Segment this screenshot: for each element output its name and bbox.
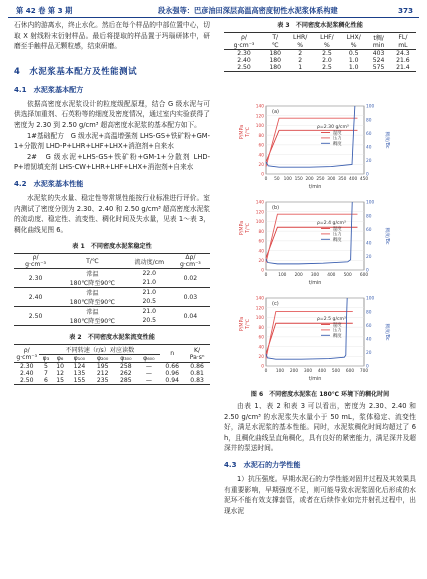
- t3-r2-c2: 2: [298, 57, 303, 64]
- y-left-tick-label: 0: [261, 172, 264, 178]
- section-4-3-paragraph: 1）抗压强度。早期水泥石的力学性能对固井过程及其效果具有重要影响，早期强度不足，则可能导致水泥浆固化后形成的水泥环不能有效支撑套管，或者在后续作业如完井射孔过程中，出现水泥: [224, 474, 416, 515]
- y-right-tick-label: 40: [366, 241, 372, 247]
- t3-head-5: t稠/: [373, 35, 384, 42]
- table-row: [224, 64, 416, 72]
- x-tick-label: 350: [338, 177, 347, 182]
- y-left-tick-label: 60: [258, 143, 264, 149]
- table-row: [224, 57, 416, 64]
- t1-r1-rho: 2.30: [28, 274, 43, 282]
- t2-r3-v3: 235: [96, 377, 109, 385]
- x-tick-label: 50: [274, 177, 280, 182]
- section-4-title: 4 水泥浆基本配方及性能测试: [14, 65, 138, 76]
- thickening-chart-c: [236, 292, 394, 382]
- panel-label: (c): [272, 301, 279, 307]
- y-left-axis-label-2: T/℃: [246, 223, 251, 233]
- table-3: [224, 32, 416, 72]
- t2-r2-v4: 262: [120, 370, 132, 378]
- x-tick-label: 100: [283, 177, 292, 182]
- legend-label: 温度: [333, 131, 342, 136]
- t3-r1-c3: 2.5: [322, 50, 332, 57]
- t1-r3-drho: 0.04: [183, 312, 198, 320]
- y-left-tick-label: 60: [258, 239, 264, 245]
- y-left-tick-label: 20: [258, 162, 264, 168]
- t3-unit-1: ℃: [271, 42, 279, 49]
- t3-unit-4: %: [350, 42, 357, 49]
- y-left-axis-label: P/MPa: [240, 220, 245, 236]
- section-4-1-paragraph: 依据高密度水泥浆设计的粒度级配原理，结合 G 级水泥与可供选择加重剂、石英粉等的细度及密度情况，通过室内实验获得了密度为 2.30 到 2.50 g/cm³ 超高密度水泥浆的基本配方如下。: [14, 99, 210, 129]
- t2-r3-rho: 2.50: [19, 377, 34, 385]
- t3-r2-c4: 1.0: [348, 57, 359, 64]
- t1-r2-cond-hot: 180℃降至90℃: [69, 299, 116, 307]
- t2-head-rho: ρ/: [23, 346, 30, 354]
- density-annotation: ρ=2.5 g/cm³: [317, 317, 346, 322]
- t1-r1-cond-normal: 常温: [86, 271, 99, 279]
- t2-r2-v1: 12: [56, 370, 64, 378]
- t2-speed-0: φ₃: [42, 355, 50, 363]
- y-right-axis-label: 稠度/Bc: [384, 323, 389, 341]
- t2-r2-n: 0.96: [165, 370, 179, 378]
- plot-frame: [266, 106, 364, 174]
- thickening-chart-a: [236, 100, 394, 190]
- thickening-chart-b: [236, 196, 394, 286]
- table-row: [14, 269, 210, 279]
- legend-label: 稠度: [333, 141, 342, 147]
- panel-label: (b): [272, 205, 280, 211]
- x-axis-label: t/min: [308, 281, 322, 286]
- t1-r3-flow2: 20.5: [142, 317, 157, 325]
- section-4-3-title: 4.3 水泥石的力学性能: [224, 459, 301, 469]
- t1-r3-cond-hot: 180℃降至90℃: [69, 318, 116, 326]
- y-left-axis-label-2: T/℃: [246, 319, 251, 329]
- t3-r1-c5: 403: [372, 50, 385, 57]
- t3-head-6: FL/: [398, 34, 408, 41]
- t2-r3-v1: 15: [56, 377, 64, 385]
- y-left-tick-label: 20: [258, 354, 264, 360]
- t2-speed-1: φ₆: [56, 355, 64, 363]
- t2-r1-v1: 10: [56, 363, 64, 371]
- y-right-tick-label: 40: [366, 337, 372, 343]
- t3-r2-c3: 2.0: [322, 57, 332, 64]
- x-tick-label: 100: [275, 369, 285, 374]
- table-1: [14, 253, 210, 326]
- x-tick-label: 450: [359, 177, 369, 182]
- t2-r3-v5: —: [145, 377, 152, 385]
- legend-label: 稠度: [333, 237, 342, 243]
- intro-paragraph: 石休内的游离水，终止水化。然后在每个样品的中部位置中心，切取 X 射线粉末衍射样品。最后将提取的样品置于玛瑙研钵中，研磨至手触样品无颗粒感，结束研磨。: [14, 21, 210, 51]
- t3-r3-c1: 180: [269, 64, 282, 71]
- t2-head-n: n: [170, 350, 175, 358]
- table-row: [14, 288, 210, 298]
- table-2: [14, 344, 210, 385]
- y-left-tick-label: 40: [258, 153, 264, 159]
- t2-r1-v4: 258: [120, 363, 132, 371]
- table-row: [14, 363, 210, 371]
- left-column: [14, 20, 210, 385]
- t3-r2-c6: 21.6: [396, 57, 410, 64]
- x-tick-label: 400: [317, 369, 327, 374]
- formula-2: 2# G 级水泥+LHS-GS+铁矿粉+GM-1+分散剂 LHD-P+增韧填充剂 LHS-CW+LHR+LHF+LHX+消泡剂+自来水: [14, 152, 210, 172]
- t2-r1-n: 0.66: [165, 363, 179, 371]
- t1-head-rho: ρ/: [32, 254, 39, 262]
- t3-unit-6: mL: [398, 42, 408, 49]
- y-left-tick-label: 140: [255, 104, 264, 110]
- y-left-tick-label: 60: [258, 335, 264, 341]
- t1-r2-rho: 2.40: [28, 293, 43, 301]
- y-left-tick-label: 40: [258, 345, 264, 351]
- y-left-axis-label: P/MPa: [240, 316, 245, 332]
- x-tick-label: 150: [294, 177, 303, 182]
- x-tick-label: 0: [264, 369, 268, 374]
- y-right-axis-label: 稠度/Bc: [384, 227, 389, 245]
- y-left-axis-label-2: T/℃: [246, 127, 251, 137]
- y-left-tick-label: 20: [258, 258, 264, 264]
- x-axis-label: t/min: [308, 185, 322, 190]
- x-tick-label: 200: [305, 177, 314, 182]
- t3-r1-c0: 2.30: [237, 50, 251, 57]
- t2-head-k-unit: Pa·sⁿ: [189, 353, 205, 361]
- x-tick-label: 300: [310, 273, 320, 278]
- y-right-tick-label: 80: [366, 118, 372, 124]
- t3-r1-c6: 24.3: [396, 50, 410, 57]
- t2-r2-rho: 2.40: [19, 370, 34, 378]
- t2-r2-v2: 135: [73, 370, 86, 378]
- t3-head-0: ρ/: [241, 34, 247, 41]
- t2-head-rho-unit: g·cm⁻³: [16, 353, 38, 361]
- y-left-tick-label: 140: [255, 296, 264, 302]
- table-1-caption: 表 1 不同密度水泥浆稳定性: [72, 243, 152, 251]
- y-right-axis-label: 稠度/Bc: [384, 131, 389, 149]
- y-right-tick-label: 20: [366, 159, 372, 165]
- issue-label: 第 42 卷 第 3 期: [16, 6, 73, 15]
- t3-r3-c0: 2.50: [237, 64, 251, 71]
- y-right-tick-label: 20: [366, 255, 372, 261]
- y-left-tick-label: 100: [255, 220, 264, 226]
- section-4-2-paragraph: 水泥浆的失水量、稳定性等常规性能按行业标准进行评价。室内测试了密度分别为 2.30、2.40 和 2.50 g/cm³ 超高密度水泥浆的流动度、稳定性、流变性、稠化时间及失水量，见表 1～表 3，稠化曲线见图 6。: [14, 193, 210, 234]
- t3-r3-c3: 2.5: [322, 64, 332, 71]
- t1-r1-drho: 0.02: [183, 274, 198, 282]
- t3-r1-c4: 0.5: [348, 50, 359, 57]
- running-header: [8, 4, 419, 17]
- t2-r3-v4: 285: [120, 377, 132, 385]
- t2-head-span: 不同转速（r/s）对应读数: [39, 345, 160, 355]
- t1-r2-flow1: 21.0: [142, 289, 157, 297]
- y-left-tick-label: 0: [261, 364, 264, 370]
- y-right-tick-label: 0: [366, 172, 369, 178]
- y-left-tick-label: 0: [261, 268, 264, 274]
- legend-label: 压力: [333, 136, 342, 142]
- t2-speed-4: φ₃₀₀: [120, 355, 132, 363]
- legend-label: 压力: [333, 232, 342, 238]
- plot-frame: [266, 298, 364, 366]
- header-rule: [8, 17, 419, 18]
- table-row: [14, 370, 210, 377]
- t1-r2-cond-normal: 常温: [86, 290, 99, 298]
- legend-label: 压力: [333, 328, 342, 334]
- t3-r2-c0: 2.40: [237, 57, 251, 64]
- t3-head-3: LHF/: [320, 34, 334, 41]
- right-column-lower: [224, 401, 416, 516]
- t3-head-4: LHX/: [346, 34, 361, 41]
- t1-r1-cond-hot: 180℃降至90℃: [69, 280, 116, 288]
- y-left-tick-label: 80: [258, 229, 264, 235]
- t2-r1-v5: —: [145, 363, 152, 371]
- y-right-tick-label: 0: [366, 364, 369, 370]
- t2-r1-v0: 5: [43, 363, 48, 371]
- figure-6-caption: 图 6 不同密度水泥浆在 180℃ 环境下的稠化时间: [250, 391, 390, 398]
- t2-r3-v0: 6: [43, 377, 48, 385]
- y-right-tick-label: 60: [366, 131, 372, 137]
- t1-head-drho-unit: g·cm⁻³: [180, 261, 201, 269]
- y-left-tick-label: 40: [258, 249, 264, 255]
- section-4-1-title: 4.1 水泥浆基本配方: [14, 84, 84, 94]
- t3-r3-c2: 1: [298, 64, 303, 71]
- x-tick-label: 300: [327, 177, 336, 182]
- x-tick-label: 600: [359, 273, 369, 278]
- t3-unit-2: %: [297, 42, 304, 49]
- y-left-axis-label: P/MPa: [240, 124, 245, 140]
- t3-r1-c1: 180: [269, 50, 282, 57]
- t2-speed-3: φ₂₀₀: [96, 355, 109, 363]
- y-left-tick-label: 120: [255, 306, 264, 312]
- y-right-tick-label: 80: [366, 214, 372, 220]
- y-right-tick-label: 40: [366, 145, 372, 151]
- x-tick-label: 400: [349, 177, 358, 182]
- x-tick-label: 250: [316, 177, 325, 182]
- legend-label: 稠度: [333, 333, 342, 339]
- y-right-tick-label: 60: [366, 227, 372, 233]
- y-right-tick-label: 60: [366, 323, 372, 329]
- y-left-tick-label: 140: [255, 200, 264, 206]
- t2-r3-v2: 155: [73, 377, 86, 385]
- y-left-tick-label: 120: [255, 210, 264, 216]
- y-right-tick-label: 20: [366, 351, 372, 357]
- t2-r2-v3: 212: [96, 370, 109, 378]
- t3-r2-c1: 180: [269, 57, 282, 64]
- t2-r3-n: 0.94: [165, 377, 179, 385]
- y-left-tick-label: 100: [255, 316, 264, 322]
- density-annotation: ρ=2.30 g/cm³: [317, 125, 349, 130]
- x-axis-label: t/min: [308, 377, 322, 382]
- density-annotation: ρ=2.4 g/cm³: [317, 221, 346, 226]
- t1-r2-drho: 0.03: [183, 293, 198, 301]
- x-tick-label: 0: [264, 177, 268, 182]
- x-tick-label: 600: [345, 369, 355, 374]
- t2-speed-5: φ₆₀₀: [143, 355, 155, 363]
- t2-head-k: K/: [194, 346, 201, 354]
- x-tick-label: 500: [331, 369, 341, 374]
- series-line: [266, 227, 357, 258]
- t2-r1-v3: 195: [96, 363, 109, 371]
- table-2-caption: 表 2 不同密度水泥浆流变性能: [69, 334, 155, 342]
- t1-head-drho: Δρ/: [185, 254, 196, 262]
- t3-r3-c4: 1.0: [348, 64, 359, 71]
- t1-r3-rho: 2.50: [28, 312, 43, 320]
- t2-r2-k: 0.81: [190, 370, 204, 378]
- t2-r1-k: 0.86: [190, 363, 204, 371]
- t3-r2-c5: 524: [372, 57, 385, 64]
- t1-r2-flow2: 20.5: [142, 298, 157, 306]
- t3-unit-3: %: [324, 42, 330, 49]
- legend-label: 温度: [333, 227, 342, 232]
- t1-r1-flow2: 21.0: [142, 279, 157, 287]
- y-right-tick-label: 100: [366, 200, 375, 206]
- x-tick-label: 300: [303, 369, 313, 374]
- y-left-tick-label: 100: [255, 124, 264, 130]
- plot-frame: [266, 202, 364, 270]
- t1-head-temp: T/℃: [86, 257, 99, 265]
- table-row: [14, 307, 210, 317]
- table-3-caption: 表 3 不同密度水泥浆稠化性能: [277, 22, 363, 29]
- t3-r3-c5: 575: [372, 64, 385, 71]
- y-left-tick-label: 80: [258, 133, 264, 139]
- x-tick-label: 0: [264, 273, 268, 278]
- legend-label: 温度: [333, 323, 342, 328]
- x-tick-label: 100: [278, 273, 287, 278]
- t2-r2-v0: 7: [43, 370, 48, 378]
- t2-r2-v5: —: [145, 370, 152, 378]
- x-tick-label: 200: [289, 369, 299, 374]
- x-tick-label: 500: [343, 273, 352, 278]
- table-row: [224, 50, 416, 58]
- t3-head-2: LHR/: [293, 34, 308, 41]
- t1-head-flow: 流动度/cm: [134, 258, 165, 266]
- section-4-2-title: 4.2 水泥浆基本性能: [14, 178, 84, 188]
- t2-r1-v2: 124: [73, 363, 86, 371]
- t2-r3-k: 0.83: [190, 377, 204, 385]
- t3-head-1: T/: [272, 34, 279, 41]
- running-title: 段永强等：巴彦油田深层高温高密度韧性水泥浆体系构建: [158, 6, 338, 15]
- t1-r1-flow1: 22.0: [142, 270, 157, 278]
- right-column: [224, 20, 416, 72]
- t3-unit-5: min: [372, 42, 385, 49]
- y-right-tick-label: 80: [366, 310, 372, 316]
- table-row: [14, 377, 210, 385]
- x-tick-label: 400: [327, 273, 336, 278]
- t3-r3-c6: 21.4: [396, 64, 410, 71]
- x-tick-label: 200: [294, 273, 303, 278]
- y-left-tick-label: 120: [255, 114, 264, 120]
- t1-head-rho-unit: g·cm⁻³: [25, 261, 46, 269]
- t2-r1-rho: 2.30: [19, 363, 34, 371]
- t2-speed-2: φ₁₀₀: [73, 355, 86, 363]
- t1-r3-cond-normal: 常温: [86, 309, 99, 317]
- panel-label: (a): [272, 109, 279, 115]
- t3-unit-0: g·cm⁻³: [233, 42, 255, 49]
- t3-r1-c2: 2: [298, 50, 303, 57]
- x-tick-label: 700: [359, 369, 369, 374]
- y-left-tick-label: 80: [258, 325, 264, 331]
- y-right-tick-label: 100: [366, 296, 375, 302]
- t1-r3-flow1: 21.0: [142, 308, 157, 316]
- y-right-tick-label: 0: [366, 268, 369, 274]
- y-right-tick-label: 100: [366, 104, 375, 110]
- after-figure-paragraph: 由表 1、表 2 和表 3 可以看出，密度为 2.30、2.40 和 2.50 g/cm³ 的水泥浆失水量小于 50 mL，浆体稳定、流变性好，满足水泥浆的基本性能。同时，水泥浆稠化时间均超过了 6 h，且稠化曲线呈直角稠化，具有良好的紧密能力，满足深井及超深井的泵送时间。: [224, 402, 416, 453]
- formula-1: 1#基础配方 G 级水泥+高温增强剂 LHS-GS+铁矿粉+GM-1+分散剂 LHD-P+LHR+LHF+LHX+消泡剂+自来水: [14, 131, 210, 151]
- page-number: 373: [397, 6, 413, 15]
